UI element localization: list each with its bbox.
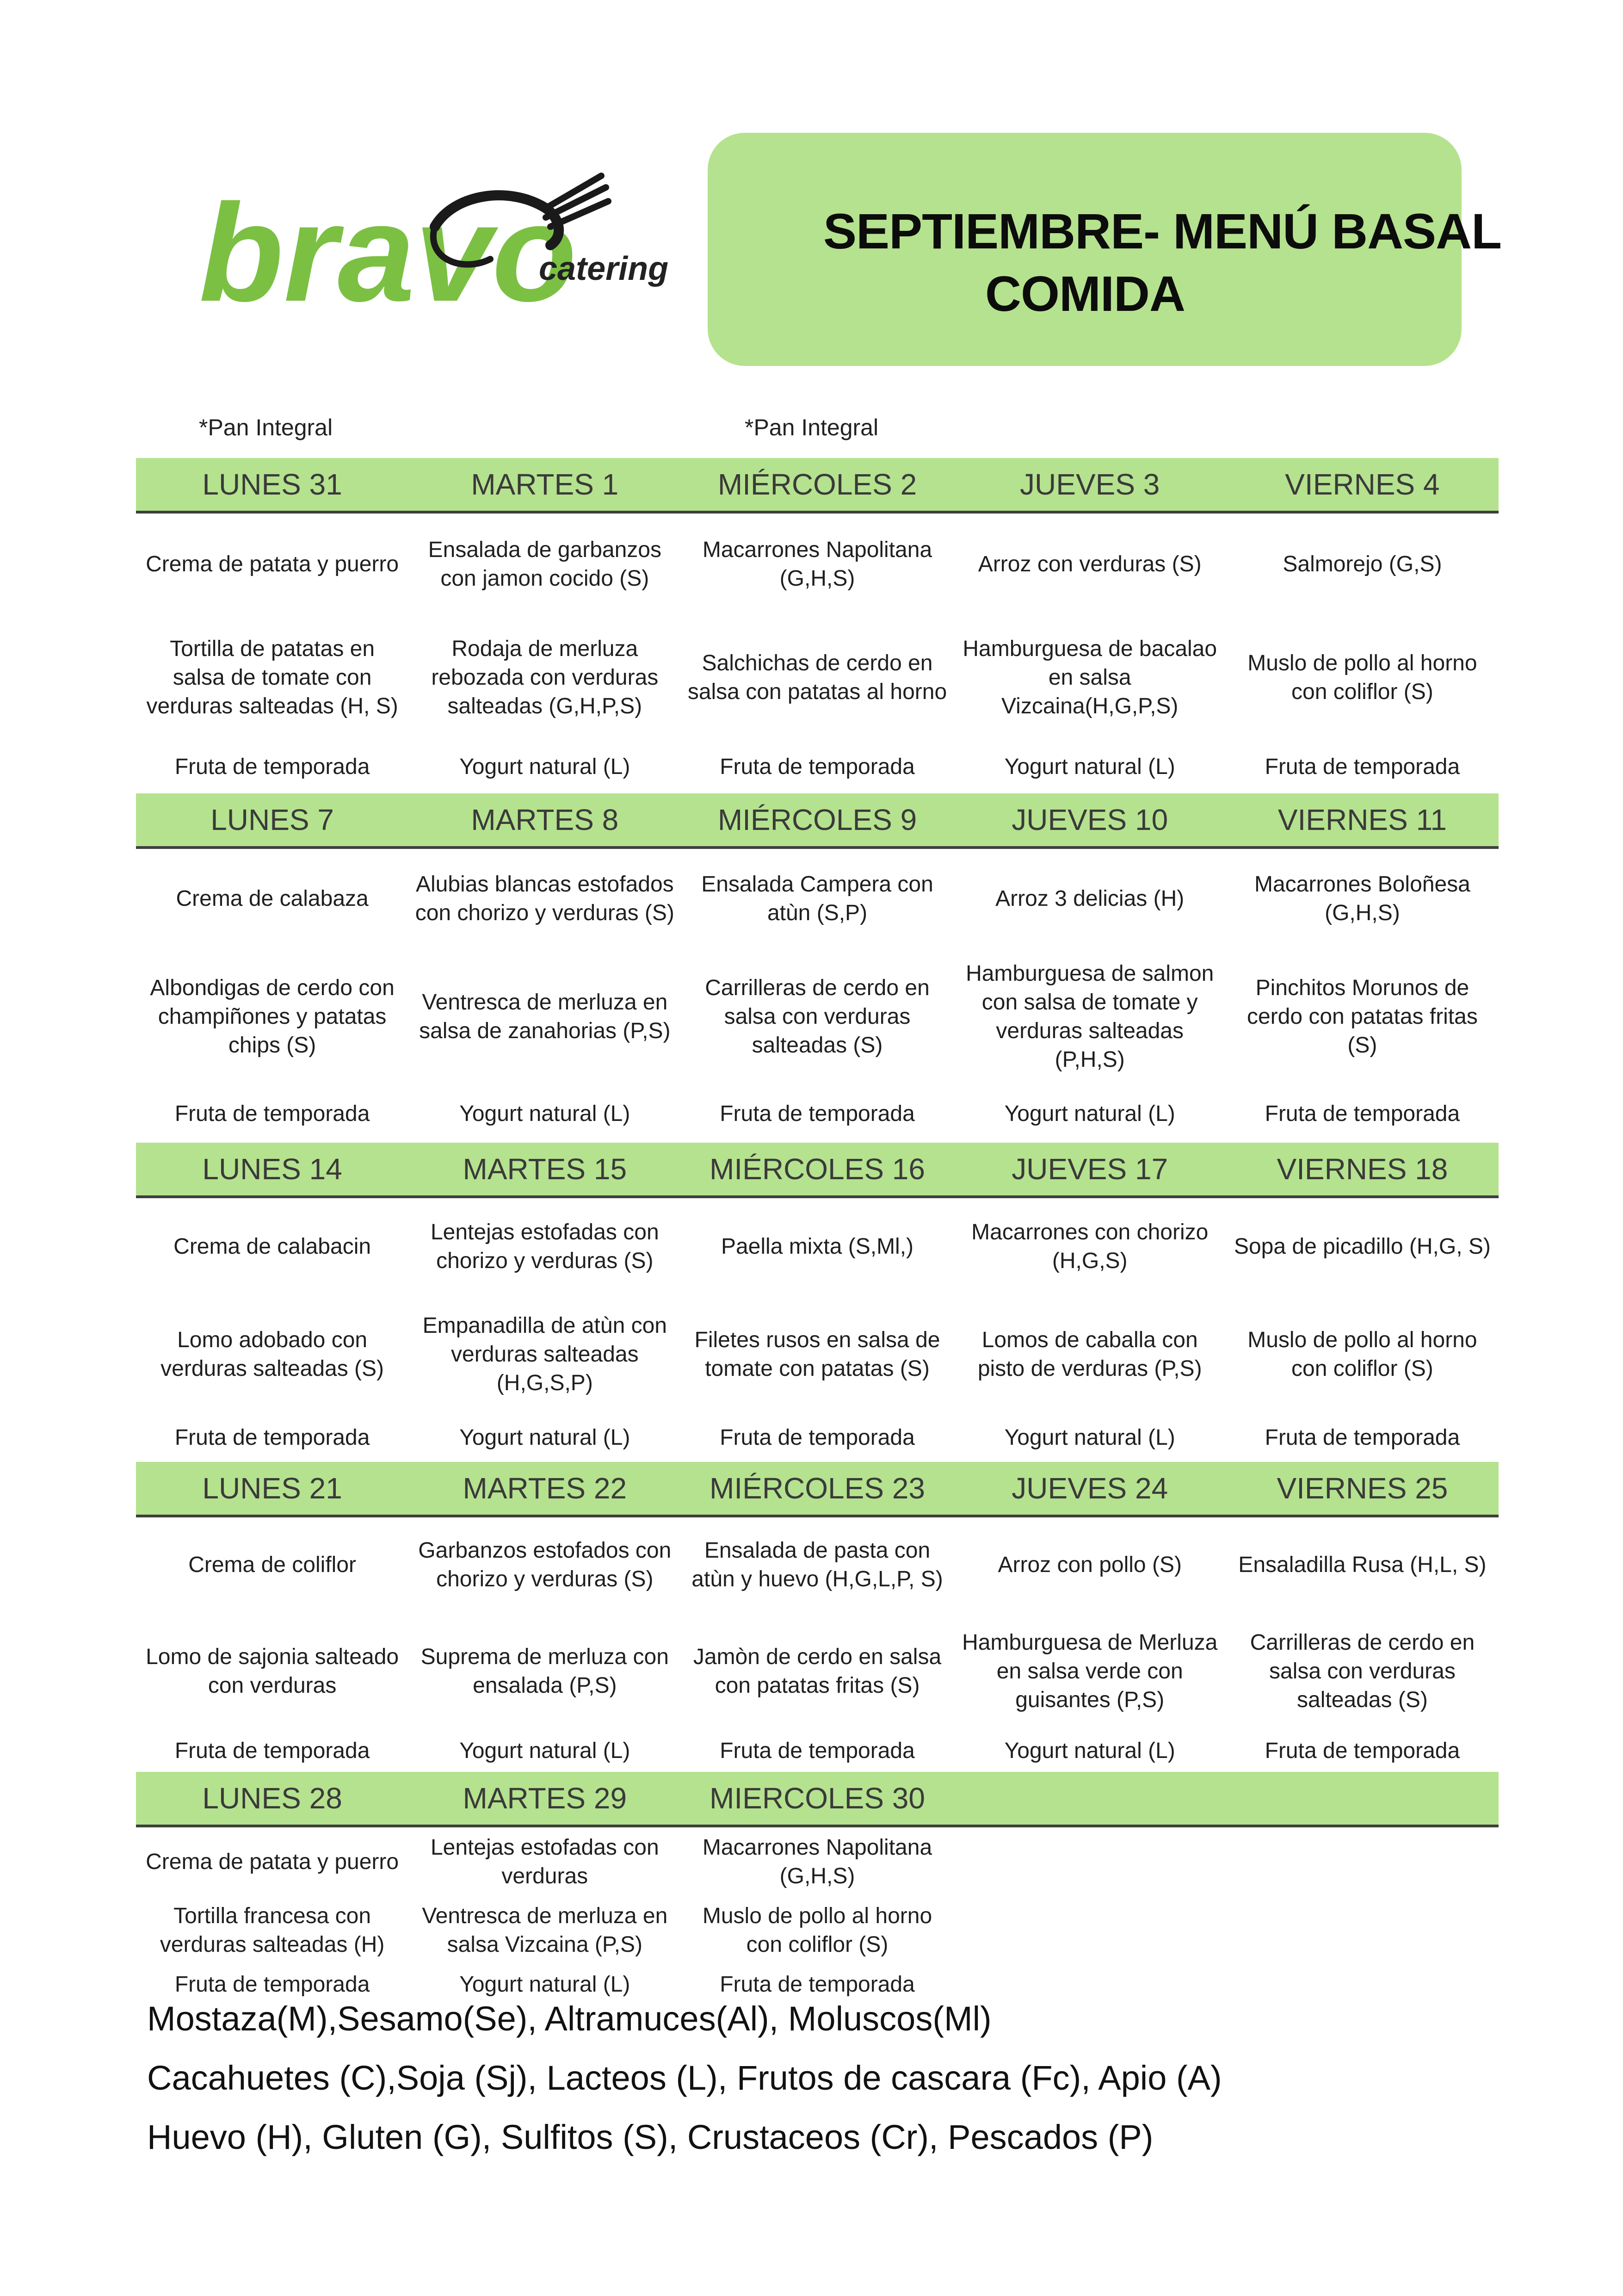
second-course-dish: Empanadilla de atùn con verduras salteadas (H,G,S,P): [422, 1313, 667, 1395]
second-course-row: [136, 948, 1499, 1085]
first-course-dish: Crema de coliflor: [188, 1552, 356, 1577]
menu-title: SEPTIEMBRE- MENÚ BASAL: [823, 203, 1502, 259]
week-header-row: [136, 1143, 1499, 1198]
second-course-dish: Ventresca de merluza en salsa Vizcaina (P,S): [422, 1903, 668, 1957]
second-course-dish: Rodaja de merluza rebozada con verduras salteadas (G,H,P,S): [431, 637, 659, 718]
first-course-dish: Ensalada de pasta con atùn y huevo (H,G,L,P, S): [691, 1538, 943, 1591]
second-course-row: [136, 1295, 1499, 1413]
second-course-dish: Lomos de caballa con pisto de verduras (P,S): [977, 1327, 1202, 1381]
week-header-row: [136, 458, 1499, 514]
dessert-course-dish: Fruta de temporada: [720, 1425, 915, 1450]
dessert-course-dish: Yogurt natural (L): [459, 1101, 630, 1126]
day-label: JUEVES 3: [1020, 468, 1160, 501]
logo-tagline: catering: [539, 250, 669, 287]
allergen-line: Cacahuetes (C),Soja (Sj), Lacteos (L), Frutos de cascara (Fc), Apio (A): [147, 2059, 1222, 2097]
day-label: MIÉRCOLES 23: [710, 1472, 925, 1505]
first-course-dish: Ensalada de garbanzos con jamon cocido (S): [428, 538, 661, 591]
first-course-dish: Ensaladilla Rusa (H,L, S): [1238, 1552, 1487, 1577]
day-label: [954, 1772, 1226, 1825]
first-course-dish: Crema de patata y puerro: [146, 552, 399, 576]
allergen-line: Mostaza(M),Sesamo(Se), Altramuces(Al), Moluscos(Ml): [147, 1999, 992, 2038]
day-label: [1226, 1772, 1499, 1825]
dessert-course-dish: Fruta de temporada: [1265, 1101, 1460, 1126]
second-course-row: [136, 615, 1499, 740]
second-course-dish: Hamburguesa de bacalao en salsa Vizcaina(H,G,P,S): [963, 637, 1217, 718]
day-label: LUNES 7: [210, 803, 334, 836]
first-course-dish: Lentejas estofadas con chorizo y verduras (S): [430, 1220, 659, 1273]
first-course-dish: Arroz con verduras (S): [978, 552, 1202, 576]
second-course-dish: Lomo de sajonia salteado con verduras: [146, 1644, 399, 1698]
dessert-course-dish: Fruta de temporada: [174, 1101, 370, 1126]
dessert-course-dish: Fruta de temporada: [720, 754, 915, 779]
day-label: JUEVES 17: [1012, 1152, 1168, 1186]
allergen-line: Huevo (H), Gluten (G), Sulfitos (S), Crustaceos (Cr), Pescados (P): [147, 2118, 1154, 2156]
day-label: MARTES 15: [463, 1152, 627, 1186]
second-course-dish: Tortilla francesa con verduras salteadas (H): [160, 1903, 385, 1957]
first-course-dish: Alubias blancas estofados con chorizo y verduras (S): [415, 872, 674, 925]
dessert-course-dish: Yogurt natural (L): [1004, 1739, 1175, 1763]
second-course-dish: Hamburguesa de salmon con salsa de tomate y verduras salteadas (P,H,S): [966, 961, 1214, 1072]
day-label: VIERNES 11: [1277, 803, 1447, 836]
bread-note: *Pan Integral: [199, 415, 333, 440]
second-course-dish: Jamòn de cerdo en salsa con patatas fritas (S): [693, 1644, 942, 1698]
day-label: MARTES 8: [471, 803, 619, 836]
day-label: JUEVES 10: [1012, 803, 1168, 836]
day-label: VIERNES 4: [1285, 468, 1440, 501]
first-course-dish: Sopa de picadillo (H,G, S): [1234, 1234, 1491, 1259]
bravo-catering-logo: [194, 167, 675, 342]
dessert-course-dish: Yogurt natural (L): [1004, 1101, 1175, 1126]
first-course-dish: Crema de patata y puerro: [146, 1850, 399, 1874]
dessert-course-dish: Yogurt natural (L): [1004, 754, 1175, 779]
title-banner: [708, 133, 1502, 366]
first-course-row: [136, 1198, 1499, 1295]
second-course-dish: Salchichas de cerdo en salsa con patatas al horno: [687, 651, 947, 704]
first-course-dish: Garbanzos estofados con chorizo y verduras (S): [418, 1538, 672, 1591]
dessert-course-row: [136, 1413, 1499, 1462]
day-label: MIÉRCOLES 16: [710, 1152, 925, 1186]
first-course-row: [136, 1827, 1499, 1897]
dessert-course-dish: Yogurt natural (L): [459, 1425, 630, 1450]
dessert-course-dish: Fruta de temporada: [720, 1972, 915, 1997]
day-label: MARTES 29: [463, 1782, 627, 1815]
day-label: LUNES 31: [202, 468, 342, 501]
dessert-course-dish: Fruta de temporada: [174, 754, 370, 779]
day-label: MIÉRCOLES 2: [717, 468, 917, 501]
first-course-row: [136, 1517, 1499, 1612]
first-course-dish: Macarrones Napolitana (G,H,S): [702, 1835, 932, 1888]
first-course-dish: Arroz con pollo (S): [998, 1552, 1182, 1577]
first-course-dish: Paella mixta (S,Ml,): [721, 1234, 914, 1259]
dessert-course-row: [136, 740, 1499, 793]
dessert-course-dish: Fruta de temporada: [720, 1739, 915, 1763]
day-label: LUNES 28: [202, 1782, 342, 1815]
second-course-dish: Suprema de merluza con ensalada (P,S): [420, 1644, 669, 1698]
first-course-row: [136, 514, 1499, 615]
allergen-legend: [147, 1989, 1222, 2167]
second-course-dish: Ventresca de merluza en salsa de zanahorias (P,S): [419, 990, 671, 1043]
day-label: MIERCOLES 30: [710, 1782, 925, 1815]
week-header-row: [136, 1462, 1499, 1517]
logo-wordmark: bravo: [199, 175, 577, 330]
dessert-course-dish: Fruta de temporada: [1265, 1739, 1460, 1763]
dessert-course-row: [136, 1085, 1499, 1143]
dessert-course-dish: Fruta de temporada: [174, 1425, 370, 1450]
dessert-course-dish: Yogurt natural (L): [459, 754, 630, 779]
menu-grid: [136, 458, 1499, 2005]
first-course-dish: Macarrones Boloñesa (G,H,S): [1254, 872, 1470, 925]
first-course-dish: Ensalada Campera con atùn (S,P): [701, 872, 933, 925]
dessert-course-dish: Fruta de temporada: [720, 1101, 915, 1126]
day-label: MARTES 1: [471, 468, 619, 501]
bread-note: *Pan Integral: [745, 415, 879, 440]
second-course-dish: Carrilleras de cerdo en salsa con verduras salteadas (S): [1250, 1630, 1475, 1712]
second-course-row: [136, 1612, 1499, 1730]
first-course-row: [136, 849, 1499, 948]
second-course-dish: Lomo adobado con verduras salteadas (S): [160, 1327, 384, 1381]
day-label: JUEVES 24: [1012, 1472, 1168, 1505]
dessert-course-row: [136, 1730, 1499, 1772]
first-course-dish: Salmorejo (G,S): [1283, 552, 1442, 576]
second-course-dish: Hamburguesa de Merluza en salsa verde con guisantes (P,S): [962, 1630, 1218, 1712]
menu-subtitle: COMIDA: [985, 266, 1185, 322]
day-label: MIÉRCOLES 9: [717, 803, 917, 836]
day-label: LUNES 21: [202, 1472, 342, 1505]
week-header-row: [136, 1772, 1499, 1827]
dessert-course-dish: Yogurt natural (L): [459, 1972, 630, 1997]
first-course-dish: Macarrones Napolitana (G,H,S): [702, 538, 932, 591]
first-course-dish: Crema de calabaza: [176, 886, 369, 911]
first-course-dish: Macarrones con chorizo (H,G,S): [971, 1220, 1209, 1273]
dessert-course-dish: Yogurt natural (L): [459, 1739, 630, 1763]
dessert-course-dish: Fruta de temporada: [1265, 754, 1460, 779]
dessert-course-dish: Yogurt natural (L): [1004, 1425, 1175, 1450]
second-course-dish: Albondigas de cerdo con champiñones y patatas chips (S): [150, 975, 395, 1058]
day-label: MARTES 22: [463, 1472, 627, 1505]
week-header-row: [136, 793, 1499, 849]
second-course-dish: Muslo de pollo al horno con coliflor (S): [702, 1903, 932, 1957]
second-course-dish: Tortilla de patatas en salsa de tomate con verduras salteadas (H, S): [146, 637, 398, 718]
first-course-dish: Lentejas estofadas con verduras: [430, 1835, 659, 1888]
day-label: VIERNES 18: [1277, 1152, 1448, 1186]
second-course-dish: Carrilleras de cerdo en salsa con verduras salteadas (S): [705, 975, 930, 1058]
dessert-course-dish: Fruta de temporada: [174, 1972, 370, 1997]
dessert-course-dish: Fruta de temporada: [1265, 1425, 1460, 1450]
second-course-dish: Pinchitos Morunos de cerdo con patatas fritas (S): [1247, 975, 1478, 1058]
day-label: VIERNES 25: [1277, 1472, 1448, 1505]
second-course-dish: Muslo de pollo al horno con coliflor (S): [1247, 1327, 1477, 1381]
second-course-dish: Filetes rusos en salsa de tomate con patatas (S): [694, 1327, 940, 1381]
dessert-course-dish: Fruta de temporada: [174, 1739, 370, 1763]
second-course-dish: Muslo de pollo al horno con coliflor (S): [1247, 651, 1477, 704]
day-label: LUNES 14: [202, 1152, 342, 1186]
second-course-row: [136, 1897, 1499, 1964]
first-course-dish: Crema de calabacin: [173, 1234, 371, 1259]
first-course-dish: Arroz 3 delicias (H): [995, 886, 1185, 911]
